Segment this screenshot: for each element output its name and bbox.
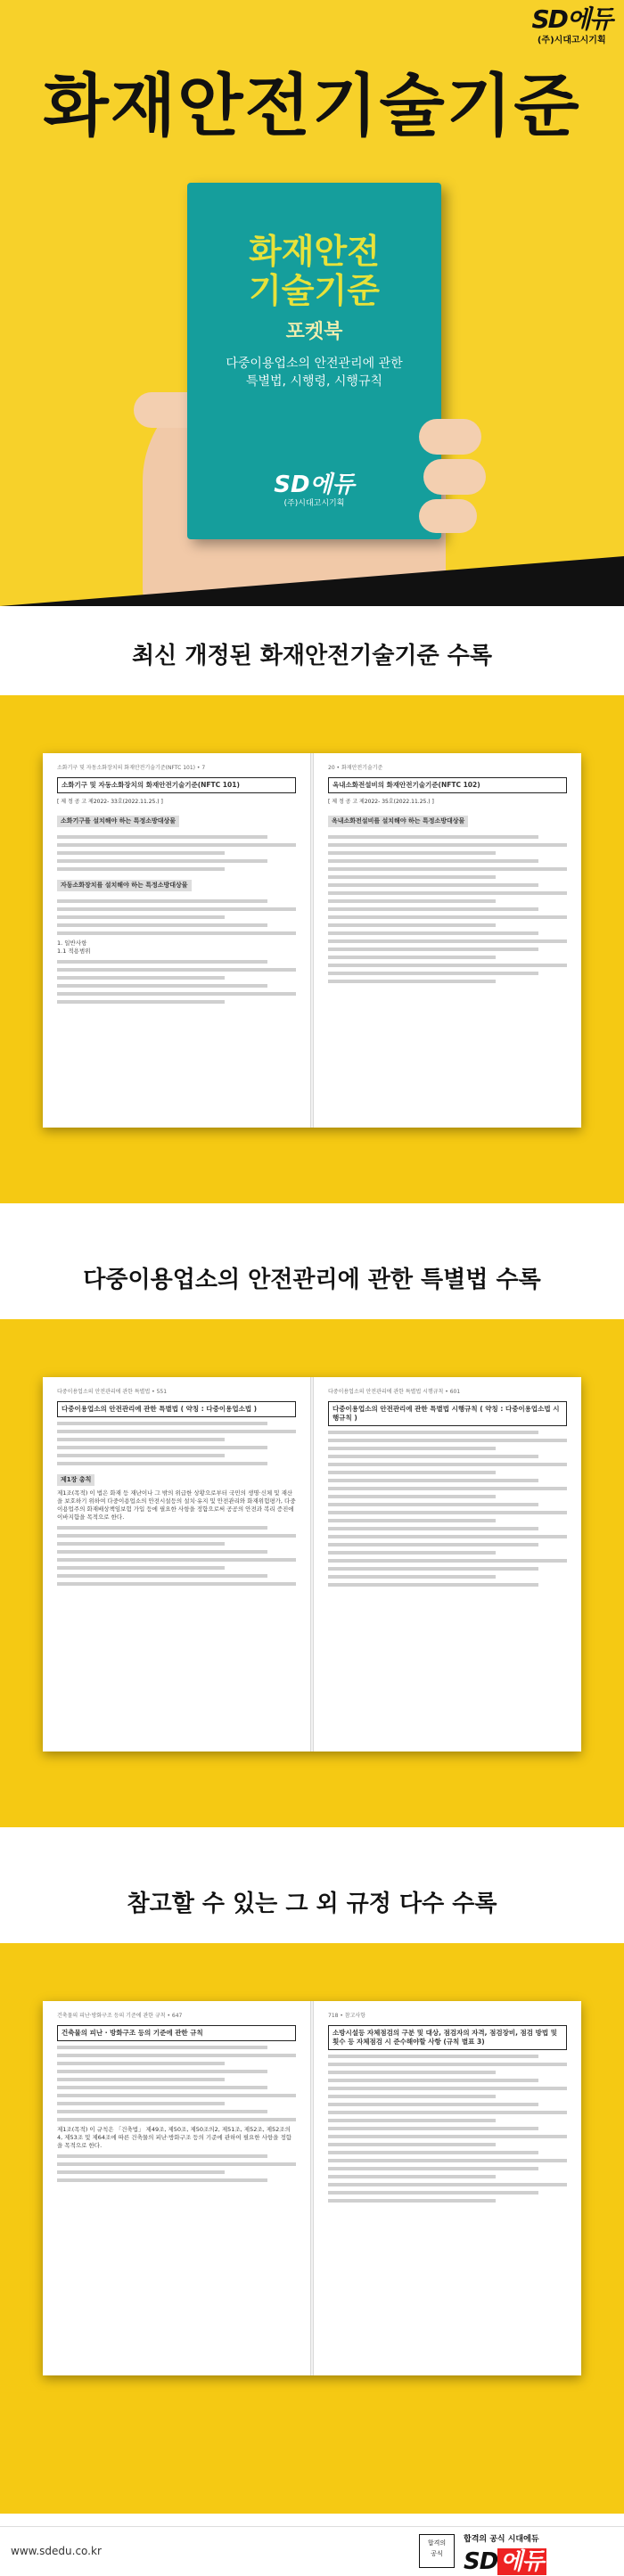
text-line-placeholder bbox=[57, 992, 296, 996]
page-body-text: 1.1 적용범위 bbox=[57, 948, 91, 955]
text-line-placeholder bbox=[328, 1543, 538, 1546]
text-line-placeholder bbox=[57, 1438, 225, 1441]
page-right-2 bbox=[314, 1377, 581, 1752]
hero-banner bbox=[0, 0, 624, 606]
page-spread-1 bbox=[43, 753, 581, 1128]
text-line-placeholder bbox=[57, 923, 267, 927]
text-line-placeholder bbox=[328, 1527, 538, 1530]
text-line-placeholder bbox=[328, 907, 538, 911]
text-line-placeholder bbox=[328, 2119, 496, 2122]
page-body-text: 제1조(목적) 이 규칙은 「건축법」 제49조, 제50조, 제50조의2, 제51조, 제52조, 제52조의4, 제53조 및 제64조에 따른 건축물의 피난·방화구조 등의 기준에 관하여 필요한 사항을 정함을 목적으로 한다. bbox=[57, 2126, 292, 2149]
text-line-placeholder bbox=[328, 972, 538, 975]
page-header: 소화기구 및 자동소화장치의 화재안전기술기준(NFTC 101) • 7 bbox=[57, 765, 206, 771]
page-title-box: 다중이용업소의 안전관리에 관한 특별법 시행규칙 ( 약칭 : 다중이용업소법 시행규칙 ) bbox=[328, 1401, 567, 1426]
text-line-placeholder bbox=[328, 1567, 538, 1571]
text-line-placeholder bbox=[328, 2063, 567, 2066]
text-line-placeholder bbox=[57, 2094, 296, 2097]
text-line-placeholder bbox=[328, 980, 496, 983]
text-line-placeholder bbox=[57, 1534, 296, 1538]
page-left-3 bbox=[43, 2001, 310, 2375]
text-line-placeholder bbox=[328, 2159, 567, 2162]
finger-image-3 bbox=[419, 499, 477, 533]
text-line-placeholder bbox=[328, 1447, 496, 1450]
page-title-box: 옥내소화전설비의 화재안전기술기준(NFTC 102) bbox=[328, 777, 567, 793]
text-line-placeholder bbox=[328, 2071, 496, 2074]
text-line-placeholder bbox=[57, 2078, 225, 2081]
page-title-box: 소화기구 및 자동소화장치의 화재안전기술기준(NFTC 101) bbox=[57, 777, 296, 793]
section-heading-3: 참고할 수 있는 그 외 규정 다수 수록 bbox=[127, 1891, 497, 1917]
text-line-placeholder bbox=[57, 859, 267, 863]
page-header: 건축물의 피난·방화구조 등의 기준에 관한 규칙 • 647 bbox=[57, 2013, 183, 2019]
footer-logo[interactable]: SD 에듀 bbox=[464, 2543, 546, 2576]
text-line-placeholder bbox=[57, 835, 267, 839]
text-line-placeholder bbox=[328, 1511, 567, 1514]
text-line-placeholder bbox=[57, 2086, 267, 2089]
text-line-placeholder bbox=[57, 1542, 225, 1546]
footer-tagline: 합격의 공식 시대에듀 bbox=[464, 2535, 539, 2544]
text-line-placeholder bbox=[328, 1479, 538, 1482]
text-line-placeholder bbox=[328, 843, 567, 847]
text-line-placeholder bbox=[328, 923, 496, 927]
book-subtitle-1: 다중이용업소의 안전관리에 관한 bbox=[226, 357, 403, 371]
brand-sub: (주)시대고시기획 bbox=[537, 36, 606, 45]
text-line-placeholder bbox=[57, 907, 296, 911]
text-line-placeholder bbox=[328, 1495, 496, 1498]
page-spread-3 bbox=[43, 2001, 581, 2375]
text-line-placeholder bbox=[57, 2162, 296, 2166]
text-line-placeholder bbox=[57, 2046, 267, 2049]
text-line-placeholder bbox=[57, 2054, 296, 2057]
page-subheading: 옥내소화전설비를 설치해야 하는 특정소방대상물 bbox=[328, 816, 468, 827]
brand-logo-text: SD에듀 bbox=[531, 4, 612, 34]
text-line-placeholder bbox=[57, 899, 267, 903]
text-line-placeholder bbox=[57, 2070, 267, 2073]
text-line-placeholder bbox=[57, 915, 225, 919]
text-line-placeholder bbox=[328, 2199, 496, 2203]
text-line-placeholder bbox=[328, 1519, 496, 1522]
section-heading-2: 다중이용업소의 안전관리에 관한 특별법 수록 bbox=[83, 1267, 541, 1293]
text-line-placeholder bbox=[57, 1526, 267, 1530]
text-line-placeholder bbox=[328, 875, 496, 879]
text-line-placeholder bbox=[57, 1574, 267, 1578]
text-line-placeholder bbox=[57, 2178, 267, 2182]
text-line-placeholder bbox=[328, 948, 538, 951]
text-line-placeholder bbox=[328, 1583, 538, 1587]
text-line-placeholder bbox=[328, 964, 567, 967]
text-line-placeholder bbox=[328, 2055, 538, 2058]
page-right-1 bbox=[314, 753, 581, 1128]
text-line-placeholder bbox=[328, 2111, 567, 2114]
book-subtitle-2: 특별법, 시행령, 시행규칙 bbox=[245, 374, 383, 389]
text-line-placeholder bbox=[328, 883, 538, 887]
text-line-placeholder bbox=[328, 2143, 496, 2146]
certification-badge: 합격의 공식 bbox=[419, 2534, 455, 2568]
text-line-placeholder bbox=[328, 915, 567, 919]
page-title-box: 다중이용업소의 안전관리에 관한 특별법 ( 약칭 : 다중이용업소법 ) bbox=[57, 1401, 296, 1417]
text-line-placeholder bbox=[57, 2118, 296, 2121]
text-line-placeholder bbox=[57, 1550, 267, 1554]
book-logo: SD에듀 bbox=[274, 472, 355, 498]
text-line-placeholder bbox=[57, 2102, 225, 2105]
brand-logo[interactable] bbox=[531, 4, 612, 45]
book-publisher: (주)시대고시기획 bbox=[283, 499, 345, 508]
text-line-placeholder bbox=[328, 2127, 538, 2130]
text-line-placeholder bbox=[57, 1462, 267, 1465]
text-line-placeholder bbox=[328, 2167, 538, 2170]
text-line-placeholder bbox=[57, 968, 296, 972]
page-subheading: 소화기구를 설치해야 하는 특정소방대상물 bbox=[57, 816, 179, 827]
text-line-placeholder bbox=[328, 1455, 538, 1458]
text-line-placeholder bbox=[57, 1000, 225, 1004]
text-line-placeholder bbox=[328, 2087, 567, 2090]
book-edition: 포켓북 bbox=[285, 321, 343, 343]
text-line-placeholder bbox=[328, 2191, 538, 2195]
section-heading-1: 최신 개정된 화재안전기술기준 수록 bbox=[132, 643, 492, 669]
text-line-placeholder bbox=[57, 1454, 225, 1457]
text-line-placeholder bbox=[328, 2079, 538, 2082]
page-header: 718 • 참고사항 bbox=[328, 2013, 365, 2019]
hero-title: 화재안전기술기준 bbox=[43, 66, 581, 145]
page-header: 20 • 화재안전기술기준 bbox=[328, 765, 383, 771]
text-line-placeholder bbox=[57, 960, 267, 964]
text-line-placeholder bbox=[328, 1575, 496, 1579]
book-cover bbox=[187, 183, 441, 539]
text-line-placeholder bbox=[328, 1503, 538, 1506]
text-line-placeholder bbox=[328, 1535, 567, 1538]
page-spread-2 bbox=[43, 1377, 581, 1752]
page-header: 다중이용업소의 안전관리에 관한 특별법 시행규칙 • 601 bbox=[328, 1389, 461, 1395]
text-line-placeholder bbox=[57, 2062, 225, 2065]
text-line-placeholder bbox=[328, 956, 496, 959]
text-line-placeholder bbox=[328, 2095, 496, 2098]
text-line-placeholder bbox=[328, 2151, 538, 2154]
page-title-box: 건축물의 피난 · 방화구조 등의 기준에 관한 규칙 bbox=[57, 2025, 296, 2041]
page-body-text: 1. 일반사항 bbox=[57, 939, 87, 947]
text-line-placeholder bbox=[328, 2135, 567, 2138]
text-line-placeholder bbox=[328, 1487, 567, 1490]
text-line-placeholder bbox=[328, 2183, 567, 2186]
text-line-placeholder bbox=[57, 1430, 296, 1433]
text-line-placeholder bbox=[57, 984, 267, 988]
text-line-placeholder bbox=[328, 899, 496, 903]
text-line-placeholder bbox=[328, 1463, 567, 1466]
text-line-placeholder bbox=[328, 835, 538, 839]
text-line-placeholder bbox=[328, 867, 567, 871]
page-meta: [ 제 정 공 고 제2022- 35호(2022.11.25.) ] bbox=[328, 799, 434, 805]
text-line-placeholder bbox=[57, 2154, 267, 2158]
text-line-placeholder bbox=[57, 1446, 267, 1449]
page-left-1 bbox=[43, 753, 310, 1128]
text-line-placeholder bbox=[57, 931, 296, 935]
finger-image-2 bbox=[423, 459, 486, 495]
text-line-placeholder bbox=[57, 1422, 267, 1425]
text-line-placeholder bbox=[328, 2103, 538, 2106]
page-subheading: 제1장 총칙 bbox=[57, 1474, 94, 1486]
text-line-placeholder bbox=[328, 939, 567, 943]
page-body-text: 제1조(목적) 이 법은 화재 등 재난이나 그 밖의 위급한 상황으로부터 국민의 생명·신체 및 재산을 보호하기 위하여 다중이용업소의 안전시설등의 설치·유지 및 안전관리와 화재위험평가, 다중이용업주의 화재배상책임보험 가입 등에 필요한 사항을 정함으로써 공공의 안전과 복리 증진에 이바지함을 목적으로 한다. bbox=[57, 1489, 296, 1521]
text-line-placeholder bbox=[328, 851, 496, 855]
page-header: 다중이용업소의 안전관리에 관한 특별법 • 551 bbox=[57, 1389, 168, 1395]
text-line-placeholder bbox=[328, 1559, 567, 1563]
footer bbox=[0, 2526, 624, 2574]
text-line-placeholder bbox=[328, 1431, 538, 1434]
text-line-placeholder bbox=[328, 2175, 496, 2178]
page-left-2 bbox=[43, 1377, 310, 1752]
text-line-placeholder bbox=[57, 2110, 267, 2113]
page-right-3 bbox=[314, 2001, 581, 2375]
text-line-placeholder bbox=[57, 1582, 296, 1586]
text-line-placeholder bbox=[57, 976, 225, 980]
footer-url[interactable]: www.sdedu.co.kr bbox=[11, 2545, 102, 2557]
text-line-placeholder bbox=[57, 2170, 225, 2174]
text-line-placeholder bbox=[328, 1551, 496, 1555]
book-title: 화재안전 기술기준 bbox=[249, 232, 380, 310]
text-line-placeholder bbox=[57, 1558, 296, 1562]
text-line-placeholder bbox=[328, 859, 538, 863]
page-title-box: 소방시설등 자체점검의 구분 및 대상, 점검자의 자격, 점검장비, 점검 방법 및 횟수 등 자체점검 시 준수해야할 사항 (규칙 별표 3) bbox=[328, 2025, 567, 2050]
text-line-placeholder bbox=[328, 931, 538, 935]
page-subheading: 자동소화장치를 설치해야 하는 특정소방대상물 bbox=[57, 880, 192, 891]
text-line-placeholder bbox=[328, 1439, 567, 1442]
text-line-placeholder bbox=[328, 1471, 496, 1474]
text-line-placeholder bbox=[57, 843, 296, 847]
text-line-placeholder bbox=[57, 851, 225, 855]
finger-image-1 bbox=[419, 419, 481, 455]
text-line-placeholder bbox=[328, 891, 567, 895]
text-line-placeholder bbox=[57, 1566, 225, 1570]
page-meta: [ 제 정 공 고 제2022- 33호(2022.11.25.) ] bbox=[57, 799, 163, 805]
text-line-placeholder bbox=[57, 867, 225, 871]
